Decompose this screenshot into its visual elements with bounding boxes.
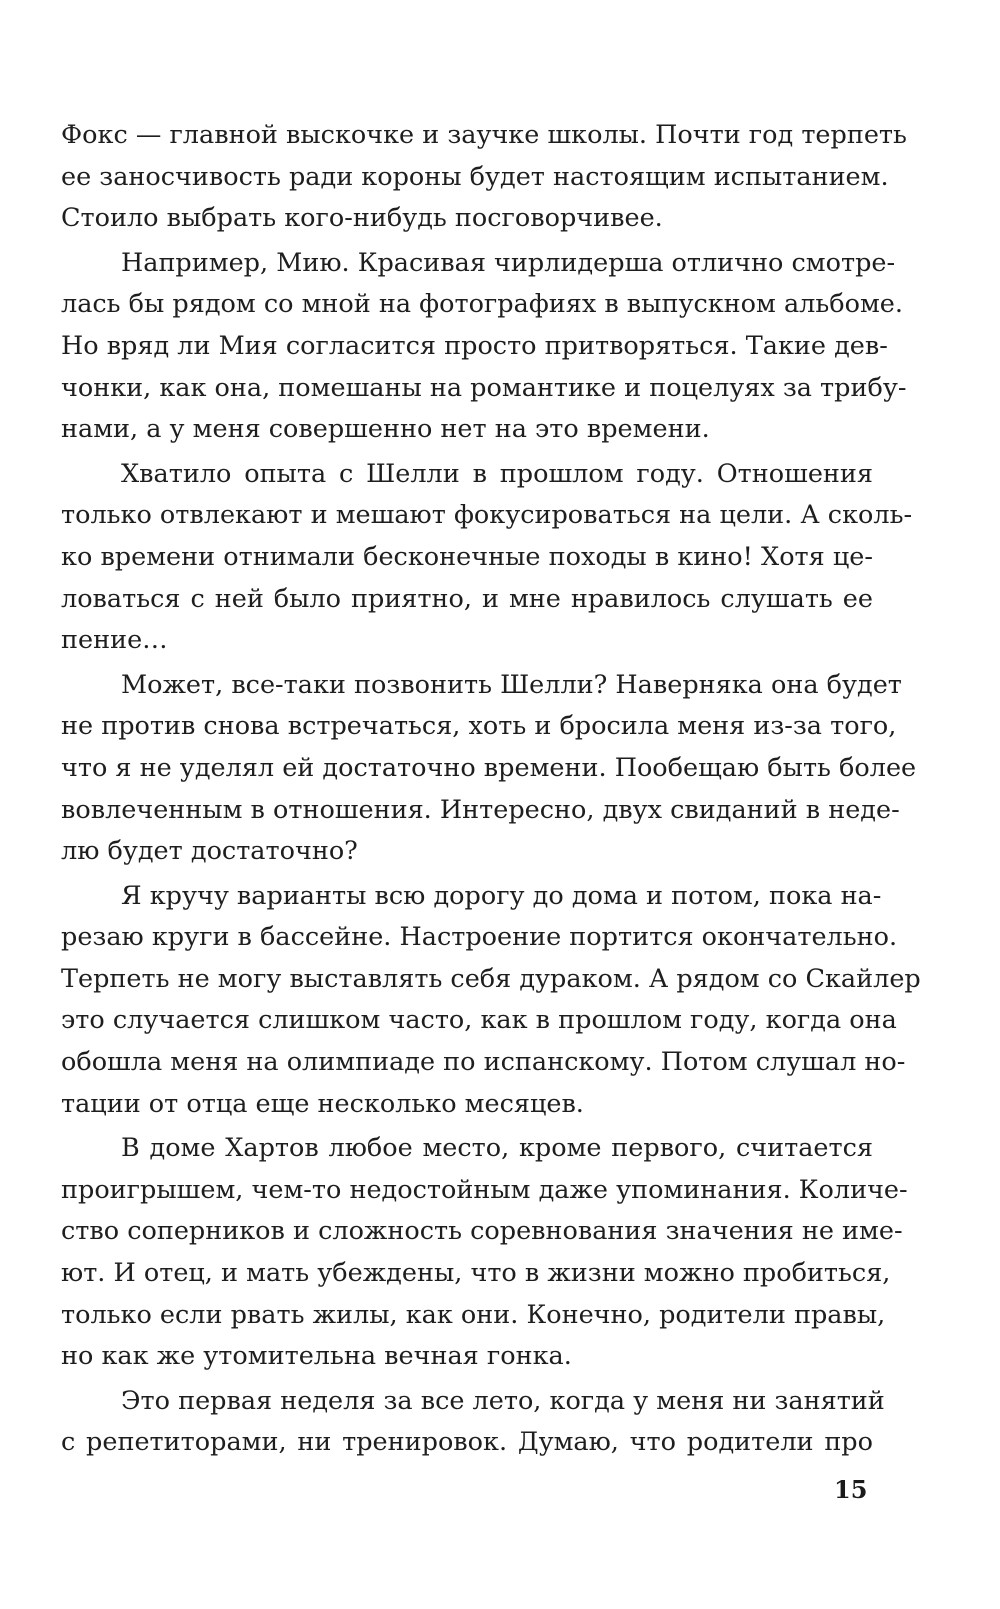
text-line: ко времени отнимали бесконечные походы в кино! Хотя це- bbox=[61, 541, 873, 572]
text-line: ют. И отец, и мать убеждены, что в жизни можно пробиться, bbox=[61, 1258, 891, 1289]
paragraph bbox=[61, 876, 921, 1126]
paragraph bbox=[61, 243, 907, 451]
text-line: Например, Мию. Красивая чирлидерша отлично смотре- bbox=[121, 247, 896, 278]
paragraph bbox=[61, 1128, 908, 1378]
paragraph bbox=[61, 665, 917, 873]
text-line: Терпеть не могу выставлять себя дураком. А рядом со Скайлер bbox=[61, 963, 921, 994]
page-number: 15 bbox=[834, 1475, 868, 1504]
paragraph bbox=[61, 1381, 885, 1464]
text-line: Я кручу варианты всю дорогу до дома и потом, пока на- bbox=[121, 880, 882, 911]
text-line: лась бы рядом со мной на фотографиях в выпускном альбоме. bbox=[61, 289, 903, 320]
text-line: но как же утомительна вечная гонка. bbox=[61, 1341, 572, 1372]
text-line: Фокс — главной выскочке и заучке школы. Почти год терпеть bbox=[61, 120, 907, 150]
text-line: нами, а у меня совершенно нет на это времени. bbox=[61, 414, 710, 445]
text-line: чонки, как она, помешаны на романтике и поцелуях за трибу- bbox=[61, 372, 907, 403]
text-line: ее заносчивость ради короны будет настоящим испытанием. bbox=[61, 161, 889, 192]
text-line: Но вряд ли Мия согласится просто притворяться. Такие дев- bbox=[61, 330, 888, 361]
text-line: это случается слишком часто, как в прошлом году, когда она bbox=[61, 1005, 897, 1036]
text-line: Стоило выбрать кого-нибудь посговорчивее. bbox=[61, 203, 663, 234]
text-line: В доме Хартов любое место, кроме первого, считается bbox=[121, 1133, 873, 1164]
text-line: Может, все-таки позвонить Шелли? Наверняка она будет bbox=[121, 669, 902, 700]
text-line: не против снова встречаться, хоть и бросила меня из-за того, bbox=[61, 711, 897, 742]
text-line: с репетиторами, ни тренировок. Думаю, что родители про bbox=[61, 1427, 873, 1458]
text-line: вовлеченным в отношения. Интересно, двух свиданий в неде- bbox=[61, 794, 900, 825]
text-line: что я не уделял ей достаточно времени. Пообещаю быть более bbox=[61, 752, 917, 783]
text-line: резаю круги в бассейне. Настроение портится окончательно. bbox=[61, 922, 898, 953]
text-line: ство соперников и сложность соревнования значения не име- bbox=[61, 1216, 903, 1247]
text-line: ловаться с ней было приятно, и мне нравилось слушать ее bbox=[61, 583, 873, 614]
text-line: тации от отца еще несколько месяцев. bbox=[61, 1088, 584, 1119]
paragraph bbox=[61, 115, 907, 240]
text-line: Это первая неделя за все лето, когда у меня ни занятий bbox=[121, 1385, 885, 1416]
text-line: лю будет достаточно? bbox=[61, 836, 358, 867]
text-line: обошла меня на олимпиаде по испанскому. Потом слушал но- bbox=[61, 1047, 906, 1078]
text-line: Хватило опыта с Шелли в прошлом году. Отношения bbox=[121, 458, 873, 489]
text-line: пение… bbox=[61, 625, 168, 656]
text-line: проигрышем, чем-то недостойным даже упоминания. Количе- bbox=[61, 1174, 908, 1205]
text-line: только если рвать жилы, как они. Конечно, родители правы, bbox=[61, 1299, 886, 1330]
body-text bbox=[61, 115, 921, 1464]
text-line: только отвлекают и мешают фокусироваться на цели. А сколь- bbox=[61, 500, 913, 531]
paragraph bbox=[61, 454, 913, 662]
